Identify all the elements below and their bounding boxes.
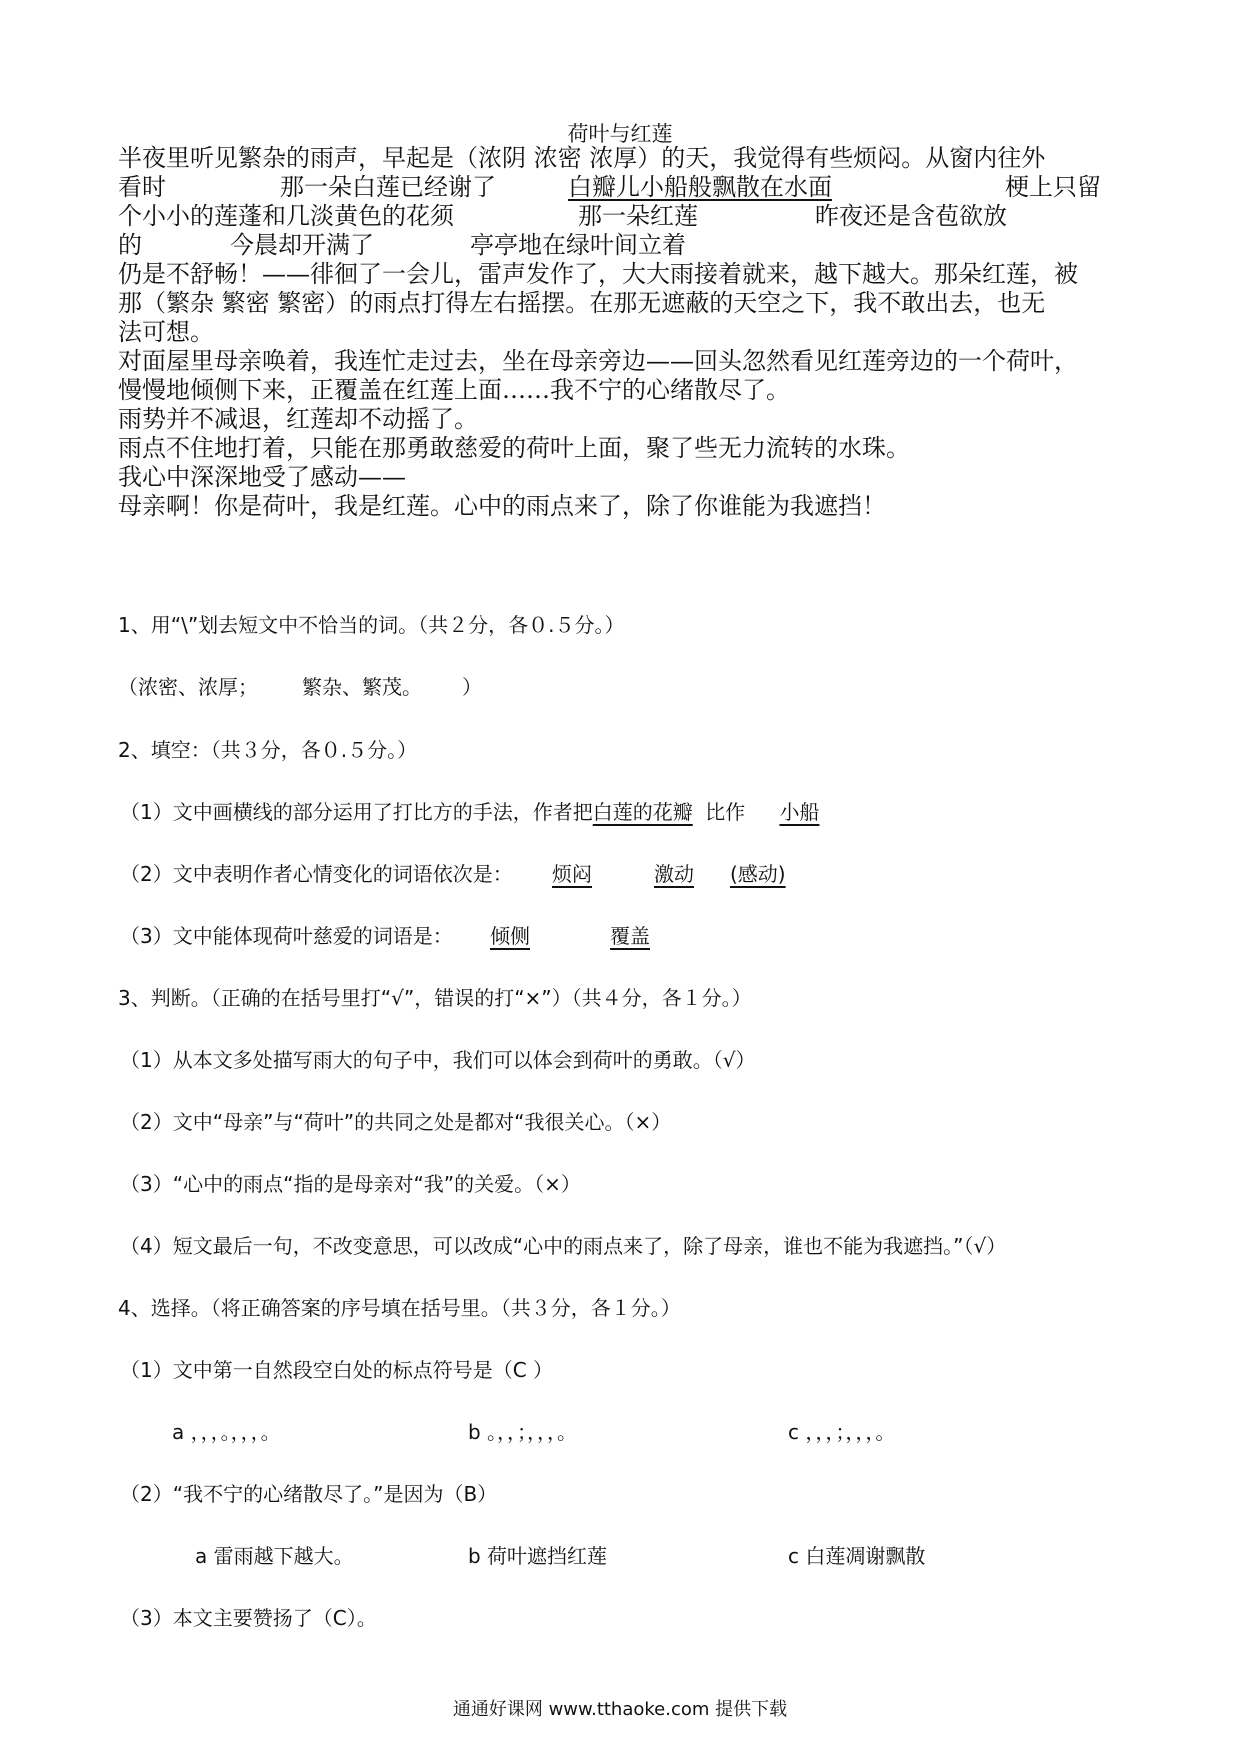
passage-line-1: 半夜里听见繁杂的雨声，早起是（浓阴 浓密 浓厚）的天，我觉得有些烦闷。从窗内往外 bbox=[118, 144, 1046, 172]
q2-item-2-answer-b: 激动 bbox=[654, 862, 694, 886]
underlined-metaphor: 白瓣儿小船般飘散在水面 bbox=[568, 173, 832, 201]
q2-item-2-answer-a: 烦闷 bbox=[552, 862, 592, 886]
q3-prompt: 3、判断。（正确的在括号里打“√”，错误的打“×”）（共４分，各１分。） bbox=[118, 986, 752, 1010]
q1-answer-a: （浓密、浓厚； bbox=[118, 675, 258, 699]
passage-line-3a: 个小小的莲蓬和几淡黄色的花须 bbox=[118, 202, 454, 230]
q2-item-1 bbox=[120, 799, 819, 825]
q4-item-1: （1）文中第一自然段空白处的标点符号是（C ） bbox=[120, 1358, 554, 1382]
q3-item-2: （2）文中“母亲”与“荷叶”的共同之处是都对“我很关心。（×） bbox=[120, 1110, 672, 1134]
q1-answer-c: ） bbox=[462, 675, 482, 699]
q2-item-1-answer-b: 小船 bbox=[779, 800, 820, 824]
passage-line-3c: 昨夜还是含苞欲放 bbox=[815, 202, 1007, 230]
passage-line-5: 仍是不舒畅！——徘徊了一会儿，雷声发作了，大大雨接着就来，越下越大。那朵红莲，被 bbox=[118, 260, 1078, 288]
passage-line-2b: 那一朵白莲已经谢了 bbox=[280, 173, 496, 201]
passage-line-4a: 的 bbox=[118, 231, 142, 259]
passage-line-4b: 今晨却开满了 bbox=[230, 231, 374, 259]
q2-item-1-mid: 比作 bbox=[705, 800, 746, 824]
q4-item-1-option-b: b 。，，；，，，。 bbox=[468, 1420, 578, 1444]
q2-item-3-answer-b: 覆盖 bbox=[610, 924, 650, 948]
passage-line-2d: 梗上只留 bbox=[1005, 173, 1101, 201]
q3-item-4: （4）短文最后一句，不改变意思，可以改成“心中的雨点来了，除了母亲，谁也不能为我遮挡。”（√） bbox=[120, 1234, 1007, 1258]
q1-prompt: 1、用“\”划去短文中不恰当的词。（共２分，各０.５分。） bbox=[118, 613, 625, 637]
passage-line-9: 慢慢地倾侧下来，正覆盖在红莲上面……我不宁的心绪散尽了。 bbox=[118, 376, 790, 404]
q2-item-2-text: （2）文中表明作者心情变化的词语依次是： bbox=[120, 862, 513, 886]
q4-prompt: 4、选择。（将正确答案的序号填在括号里。（共３分，各１分。） bbox=[118, 1296, 681, 1320]
passage-line-3b: 那一朵红莲 bbox=[578, 202, 698, 230]
passage-line-10: 雨势并不减退，红莲却不动摇了。 bbox=[118, 405, 478, 433]
q1-answer-b: 繁杂、繁茂。 bbox=[302, 675, 422, 699]
q2-item-1-text: （1）文中画横线的部分运用了打比方的手法，作者把 bbox=[120, 800, 593, 824]
passage-line-8: 对面屋里母亲唤着，我连忙走过去，坐在母亲旁边——回头忽然看见红莲旁边的一个荷叶， bbox=[118, 347, 1078, 375]
document-title: 荷叶与红莲 bbox=[567, 122, 673, 146]
q4-item-2: （2）“我不宁的心绪散尽了。”是因为（B） bbox=[120, 1482, 498, 1506]
q2-item-3-answer-a: 倾侧 bbox=[490, 924, 530, 948]
passage-line-11: 雨点不住地打着，只能在那勇敢慈爱的荷叶上面，聚了些无力流转的水珠。 bbox=[118, 434, 910, 462]
q2-item-1-answer-a: 白莲的花瓣 bbox=[592, 800, 693, 824]
footer-source: 通通好课网 www.tthaoke.com 提供下载 bbox=[452, 1699, 788, 1720]
q4-item-1-option-c: c ，，，；，，，。 bbox=[788, 1420, 896, 1444]
passage-line-6: 那（繁杂 繁密 繁密）的雨点打得左右摇摆。在那无遮蔽的天空之下，我不敢出去，也无 bbox=[118, 289, 1046, 317]
passage-line-4c: 亭亭地在绿叶间立着 bbox=[470, 231, 686, 259]
q4-item-2-option-c: c 白莲凋谢飘散 bbox=[788, 1544, 926, 1568]
q4-item-2-option-a: a 雷雨越下越大。 bbox=[195, 1544, 354, 1568]
passage-line-12: 我心中深深地受了感动—— bbox=[118, 463, 406, 491]
q2-item-3-text: （3）文中能体现荷叶慈爱的词语是： bbox=[120, 924, 453, 948]
passage-line-7: 法可想。 bbox=[118, 318, 214, 346]
q4-item-3: （3）本文主要赞扬了（C）。 bbox=[120, 1606, 377, 1630]
q2-prompt: 2、填空：（共３分，各０.５分。） bbox=[118, 738, 418, 762]
passage-line-13: 母亲啊！你是荷叶，我是红莲。心中的雨点来了，除了你谁能为我遮挡！ bbox=[118, 492, 886, 520]
passage-line-2a: 看时 bbox=[118, 173, 166, 201]
q4-item-2-option-b: b 荷叶遮挡红莲 bbox=[468, 1544, 608, 1568]
q2-item-2-answer-c: (感动) bbox=[730, 862, 786, 886]
q3-item-1: （1）从本文多处描写雨大的句子中，我们可以体会到荷叶的勇敢。（√） bbox=[120, 1048, 756, 1072]
q3-item-3: （3）“心中的雨点“指的是母亲对“我”的关爱。（×） bbox=[120, 1172, 581, 1196]
q4-item-1-option-a: a ，，，。，，，。 bbox=[172, 1420, 281, 1444]
